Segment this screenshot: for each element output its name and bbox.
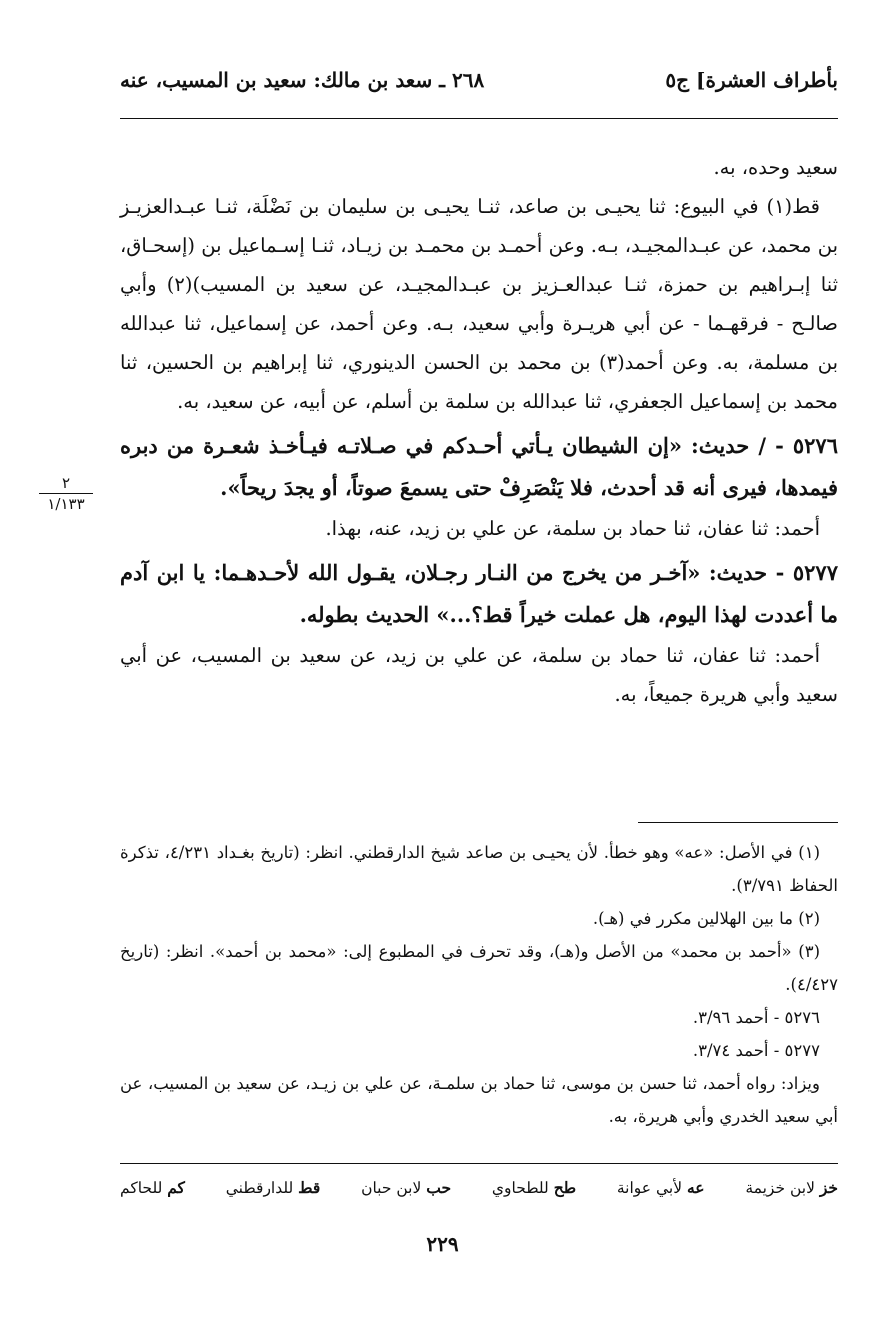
footnote-2: (٢) ما بين الهلالين مكرر في (هـ). [592,909,820,928]
hadith-5277-source: أحمد: ثنا عفان، ثنا حماد بن سلمة، عن علي بن زيد، عن سعيد بن المسيب، عن أبي سعيد وأبي هريرة جميعاً، به. [120,644,838,706]
hadith-5276-title: ٥٢٧٦ - / حديث: «إن الشيطان يـأتي أحـدكم في صـلاتـه فيـأخـذ شعـرة من دبره فيمدها، فيرى أنه قد أحدث، فلا يَنْصَرِفْ حتى يسمعَ صوتاً، أو يجدَ ريحاً». [120,433,838,500]
running-header [120,68,838,108]
main-text [120,148,838,714]
reference-addition: ويزاد: رواه أحمد، ثنا حسن بن موسى، ثنا حماد بن سلمـة، عن علي بن زيـد، عن سعيد بن المسيب، عن أبي سعيد الخدري وأبي هريرة، به. [120,1074,838,1126]
header-rule [120,118,838,119]
legend-item: خز لابن خزيمة [745,1178,838,1197]
paragraph-1: سعيد وحده، به. [713,156,838,179]
abbreviation-legend [120,1178,838,1197]
margin-note-top: ٢ [61,474,71,492]
paragraph-2: قط(١) في البيوع: ثنا يحيـى بن صاعد، ثنـا يحيـى بن سليمان بن نَضْلَة، ثنـا عبـدالعزيـز بن محمد، عن عبـدالمجيـد، بـه. وعن أحمـد بن محمـد بن زيـاد، ثنـا إسـماعيل بن (إسحـاق، ثنا إبـراهيم بن حمزة، ثنـا عبدالعـزيز بن عبـدالمجيـد، عن سعيد بن المسيب)(٢) وأبي صالـح - فرقهـما - عن أبي هريـرة وأبي سعيد، بـه. وعن أحمد، عن إسماعيل، ثنا عبدالله بن مسلمة، به. وعن أحمد(٣) بن محمد بن الحسن الدينوري، ثنا إبراهيم بن الحسين، ثنا محمد بن إسماعيل الجعفري، ثنا عبدالله بن سلمة بن أسلم، عن أبيه، عن سعيد، به. [120,195,839,413]
margin-note-bar [39,493,93,494]
footnotes [120,836,838,1133]
header-book-title: بأطراف العشرة] ج٥ [665,68,838,92]
legend-item: قط للدارقطني [225,1178,321,1197]
footnote-3: (٣) «أحمد بن محمد» من الأصل و(هـ)، وقد تحرف في المطبوع إلى: «محمد بن أحمد». انظر: (تاريخ ٤/٤٢٧). [120,942,838,994]
footnote-1: (١) في الأصل: «عه» وهو خطأ. لأن يحيـى بن صاعد شيخ الدارقطني. انظر: (تاريخ بغـداد ٤/٢٣١، تذكرة الحفاظ ٣/٧٩١). [120,843,838,895]
header-section-title: ٢٦٨ ـ سعد بن مالك: سعيد بن المسيب، عنه [120,68,485,92]
reference-5276: ٥٢٧٦ - أحمد ٣/٩٦. [692,1008,820,1027]
page-number: ٢٢٩ [426,1232,459,1256]
legend-item: حب لابن حبان [361,1178,452,1197]
reference-5277: ٥٢٧٧ - أحمد ٣/٧٤. [692,1041,820,1060]
legend-item: كم للحاكم [120,1178,185,1197]
footnote-rule [638,822,838,823]
margin-note-bottom: ١/١٣٣ [47,495,85,513]
legend-rule [120,1163,838,1164]
legend-item: عه لأبي عوانة [616,1178,705,1197]
margin-note [30,474,102,513]
hadith-5277-title: ٥٢٧٧ - حديث: «آخـر من يخرج من النـار رجـلان، يقـول الله لأحـدهـما: يا ابن آدم ما أعددت لهذا اليوم، هل عملت خيراً قط؟...» الحديث بطوله. [120,560,838,627]
legend-item: طح للطحاوي [491,1178,577,1197]
hadith-5276-source: أحمد: ثنا عفان، ثنا حماد بن سلمة، عن علي بن زيد، عنه، بهذا. [325,517,820,540]
